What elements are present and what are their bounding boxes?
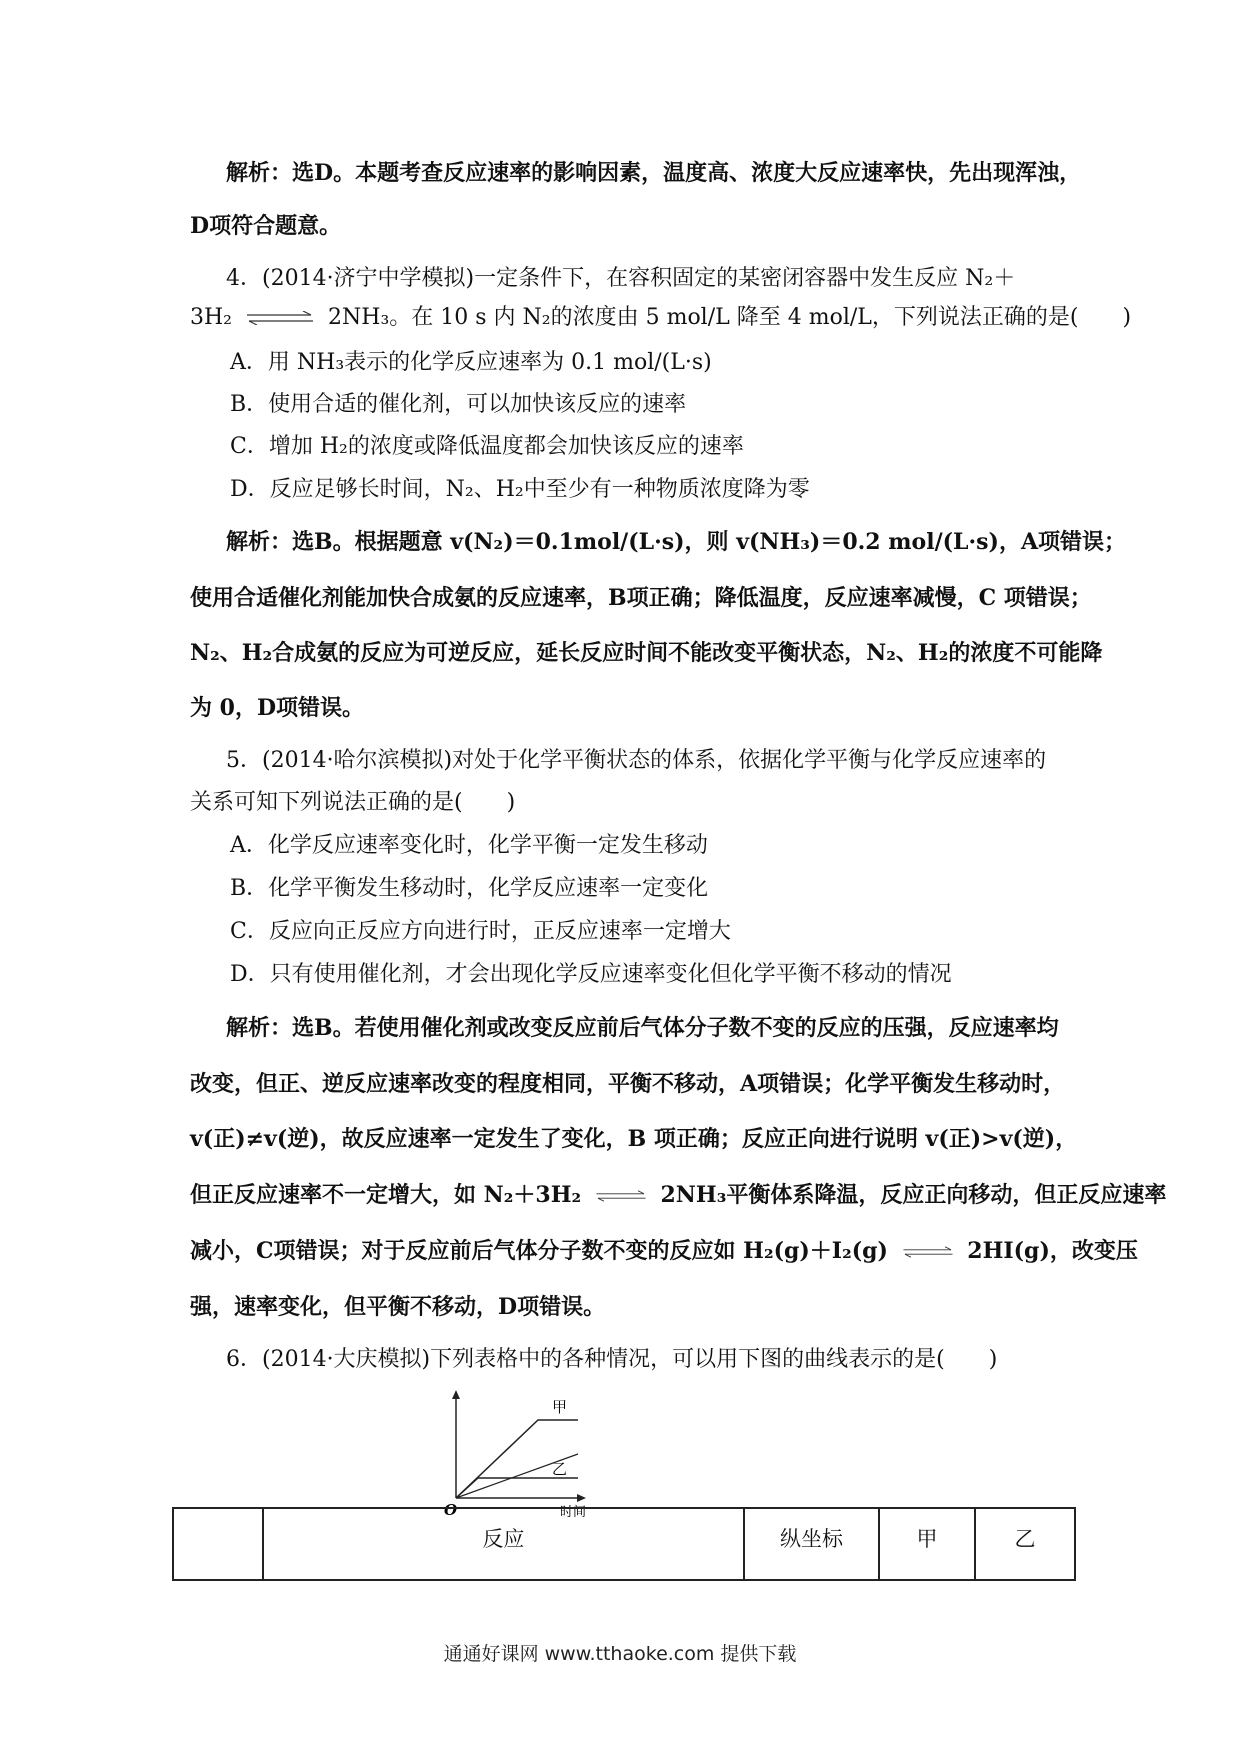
question-5-line-1: 5．(2014·哈尔滨模拟)对处于化学平衡状态的体系，依据化学平衡与化学反应速率的 [226,748,1047,773]
equilibrium-arrow-icon [245,311,315,325]
table-header-cell [173,1508,263,1580]
table-header-row [173,1508,1075,1580]
answer-5-line-3: v(正)≠v(逆)，故反应速率一定发生了变化，B 项正确；反应正向进行说明 v(正)>v(逆)， [190,1126,1078,1152]
table-header-cell: 甲 [879,1508,975,1580]
origin-label: O [444,1501,458,1519]
answer-4-line-4: 为 0，D项错误。 [190,695,365,721]
curve-jia [456,1420,578,1498]
answer-5-line-5 [190,1236,1138,1266]
answer-3-line-1: 解析：选D。本题考查反应速率的影响因素，温度高、浓度大反应速率快，先出现浑浊， [226,160,1082,186]
a5-line4-post: 2NH₃平衡体系降温，反应正向移动，但正反应速率 [660,1182,1167,1208]
equilibrium-arrow-icon [595,1189,647,1203]
q4-option-c: C．增加 H₂的浓度或降低温度都会加快该反应的速率 [230,434,744,459]
q4-option-b: B．使用合适的催化剂，可以加快该反应的速率 [230,392,687,417]
page-footer: 通通好课网 www.tthaoke.com 提供下载 [443,1643,797,1665]
curve-yi [456,1478,578,1498]
a5-line5-post: 2HI(g)，改变压 [967,1238,1138,1264]
x-axis-label: 时间 [560,1505,587,1520]
question-4-line-1: 4．(2014·济宁中学模拟)一定条件下，在容积固定的某密闭容器中发生反应 N₂＋ [226,266,1016,291]
question-6-line-1: 6．(2014·大庆模拟)下列表格中的各种情况，可以用下图的曲线表示的是( ) [226,1347,998,1372]
q5-option-c: C．反应向正反应方向进行时，正反应速率一定增大 [230,919,731,944]
q5-option-a: A．化学反应速率变化时，化学平衡一定发生移动 [230,833,708,858]
question-4-line-2 [190,303,1132,333]
table-header-cell: 乙 [975,1508,1075,1580]
q5-option-b: B．化学平衡发生移动时，化学反应速率一定变化 [230,876,709,901]
options-table [172,1507,1076,1581]
answer-5-line-6: 强，速率变化，但平衡不移动，D项错误。 [190,1294,606,1320]
label-jia: 甲 [552,1398,568,1416]
table-header-cell: 纵坐标 [744,1508,879,1580]
a5-line4-pre: 但正反应速率不一定增大，如 N₂＋3H₂ [190,1182,582,1208]
answer-4-line-1: 解析：选B。根据题意 v(N₂)＝0.1mol/(L·s)，则 v(NH₃)＝0.2 mol/(L·s)，A项错误； [226,529,1127,555]
equilibrium-arrow-icon [902,1245,954,1259]
q4-reactant: 3H₂ [190,305,233,330]
y-axis-arrow-icon [452,1390,460,1399]
answer-3-line-2: D项符合题意。 [190,213,342,239]
a5-line5-pre: 减小，C项错误；对于反应前后气体分子数不变的反应如 H₂(g)＋I₂(g) [190,1238,888,1264]
answer-4-line-2: 使用合适催化剂能加快合成氨的反应速率，B项正确；降低温度，反应速率减慢，C 项错误； [190,585,1092,611]
answer-5-line-2: 改变，但正、逆反应速率改变的程度相同，平衡不移动，A项错误；化学平衡发生移动时， [190,1071,1066,1097]
x-axis-arrow-icon [577,1494,586,1502]
q4-option-a: A．用 NH₃表示的化学反应速率为 0.1 mol/(L·s) [230,350,712,375]
question-5-line-2: 关系可知下列说法正确的是( ) [190,790,516,815]
curve-diagram [430,1390,650,1520]
answer-4-line-3: N₂、H₂合成氨的反应为可逆反应，延长反应时间不能改变平衡状态，N₂、H₂的浓度不可能降 [190,640,1103,666]
table-header-cell: 反应 [263,1508,744,1580]
label-yi: 乙 [552,1460,568,1478]
q4-option-d: D．反应足够长时间，N₂、H₂中至少有一种物质浓度降为零 [230,477,810,502]
q4-product-text: 2NH₃。在 10 s 内 N₂的浓度由 5 mol/L 降至 4 mol/L，下列说法正确的是( ) [328,305,1132,330]
answer-5-line-1: 解析：选B。若使用催化剂或改变反应前后气体分子数不变的反应的压强，反应速率均 [226,1015,1059,1041]
answer-5-line-4 [190,1180,1167,1210]
q5-option-d: D．只有使用催化剂，才会出现化学反应速率变化但化学平衡不移动的情况 [230,962,952,987]
